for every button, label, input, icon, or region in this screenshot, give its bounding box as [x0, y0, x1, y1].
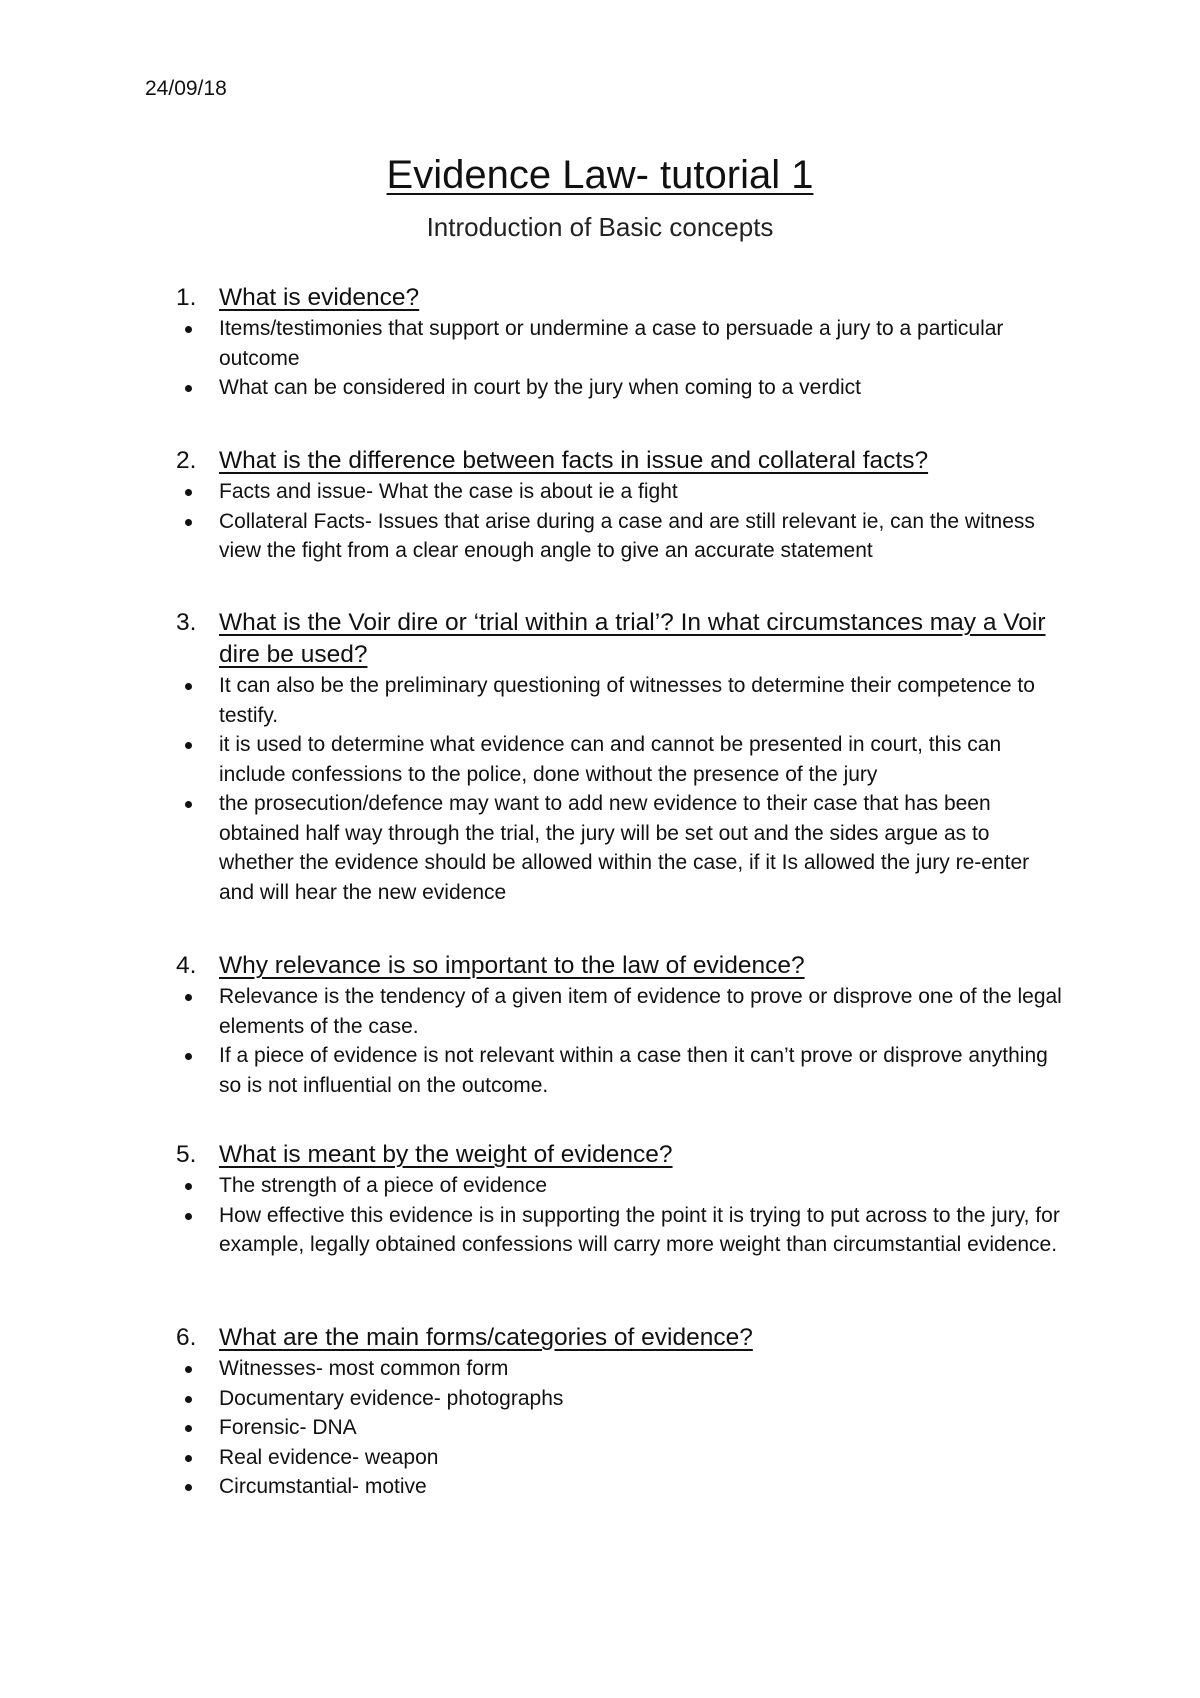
bullet-dot-icon — [176, 1041, 219, 1100]
answer-text: How effective this evidence is in supporting the point it is trying to put across to the jury, for example, legally obtained confessions will carry more weight than circumstantial evidence. — [219, 1203, 1060, 1256]
answer-text: Items/testimonies that support or undermine a case to persuade a jury to a particular outcome — [219, 317, 1004, 370]
question-3 — [176, 607, 1076, 907]
answer-text: What can be considered in court by the jury when coming to a verdict — [219, 376, 861, 399]
question-heading — [176, 282, 1076, 314]
question-text: What is evidence? — [219, 284, 420, 311]
document-title-text: Evidence Law- tutorial 1 — [386, 153, 814, 197]
answer-bullet — [176, 730, 1076, 789]
bullet-dot-icon — [176, 1171, 219, 1201]
bullet-dot-icon — [176, 373, 219, 403]
answer-text: It can also be the preliminary questioning of witnesses to determine their competence to testify. — [219, 674, 1035, 727]
question-number: 6. — [176, 1324, 197, 1351]
bullet-dot-icon — [176, 477, 219, 507]
question-number: 2. — [176, 447, 197, 474]
answer-bullet — [176, 314, 1076, 373]
answer-text: Collateral Facts- Issues that arise during a case and are still relevant ie, can the witness view the fight from a clear enough angle to give an accurate statement — [219, 509, 1035, 562]
answer-text: Facts and issue- What the case is about ie a fight — [219, 480, 678, 503]
answer-bullet — [176, 982, 1076, 1041]
answer-bullet — [176, 1384, 1076, 1414]
question-number: 5. — [176, 1141, 197, 1168]
bullet-dot-icon — [176, 789, 219, 907]
bullet-dot-icon — [176, 1201, 219, 1260]
answer-list — [176, 982, 1076, 1100]
answer-text: The strength of a piece of evidence — [219, 1174, 548, 1197]
answer-bullet — [176, 373, 1076, 403]
answer-bullet — [176, 1354, 1076, 1384]
answer-bullet — [176, 1171, 1076, 1201]
answer-bullet — [176, 671, 1076, 730]
question-heading — [176, 607, 1076, 671]
answer-text: Real evidence- weapon — [219, 1445, 439, 1469]
question-number: 4. — [176, 952, 197, 979]
answer-text: the prosecution/defence may want to add new evidence to their case that has been obtained half way through the trial, the jury will be set out and the sides argue as to whether the evidence should be allowed within the case, if it Is allowed the jury re-enter and will hear the new evidence — [219, 792, 1030, 904]
document-date: 24/09/18 — [145, 77, 227, 100]
answer-bullet — [176, 1443, 1076, 1473]
bullet-dot-icon — [176, 1472, 219, 1502]
question-text: What are the main forms/categories of evidence? — [219, 1324, 753, 1351]
answer-list — [176, 1171, 1076, 1260]
question-6 — [176, 1322, 1076, 1502]
question-heading — [176, 1322, 1076, 1354]
question-number: 1. — [176, 284, 197, 311]
answer-text: If a piece of evidence is not relevant within a case then it can’t prove or disprove anything so is not influential on the outcome. — [219, 1044, 1048, 1097]
question-heading — [176, 445, 1076, 477]
answer-bullet — [176, 789, 1076, 907]
document-title — [0, 152, 1200, 198]
bullet-dot-icon — [176, 1443, 219, 1473]
question-heading — [176, 950, 1076, 982]
bullet-dot-icon — [176, 507, 219, 566]
bullet-dot-icon — [176, 730, 219, 789]
bullet-dot-icon — [176, 1413, 219, 1443]
answer-bullet — [176, 1201, 1076, 1260]
answer-bullet — [176, 507, 1076, 566]
answer-text: Circumstantial- motive — [219, 1475, 427, 1498]
answer-text: it is used to determine what evidence can and cannot be presented in court, this can include confessions to the police, done without the presence of the jury — [219, 733, 1002, 786]
question-text: Why relevance is so important to the law of evidence? — [219, 952, 805, 979]
question-2 — [176, 445, 1076, 566]
question-heading — [176, 1139, 1076, 1171]
answer-list — [176, 314, 1076, 403]
answer-bullet — [176, 1041, 1076, 1100]
question-1 — [176, 282, 1076, 403]
answer-list — [176, 1354, 1076, 1502]
question-4 — [176, 950, 1076, 1100]
answer-list — [176, 671, 1076, 907]
document-subtitle: Introduction of Basic concepts — [426, 212, 774, 242]
answer-bullet — [176, 1413, 1076, 1443]
answer-list — [176, 477, 1076, 566]
question-text: What is the Voir dire or ‘trial within a trial’? In what circumstances may a Voir dire be used? — [219, 609, 1046, 668]
bullet-dot-icon — [176, 1354, 219, 1384]
question-5 — [176, 1139, 1076, 1260]
bullet-dot-icon — [176, 1384, 219, 1414]
answer-text: Documentary evidence- photographs — [219, 1386, 564, 1410]
question-text: What is meant by the weight of evidence? — [219, 1141, 673, 1168]
answer-bullet — [176, 477, 1076, 507]
bullet-dot-icon — [176, 314, 219, 373]
bullet-dot-icon — [176, 671, 219, 730]
answer-text: Witnesses- most common form — [219, 1357, 509, 1380]
answer-bullet — [176, 1472, 1076, 1502]
question-text: What is the difference between facts in issue and collateral facts? — [219, 447, 929, 474]
answer-text: Forensic- DNA — [219, 1416, 357, 1439]
question-number: 3. — [176, 609, 197, 636]
bullet-dot-icon — [176, 982, 219, 1041]
answer-text: Relevance is the tendency of a given item of evidence to prove or disprove one of the legal elements of the case. — [219, 985, 1062, 1038]
